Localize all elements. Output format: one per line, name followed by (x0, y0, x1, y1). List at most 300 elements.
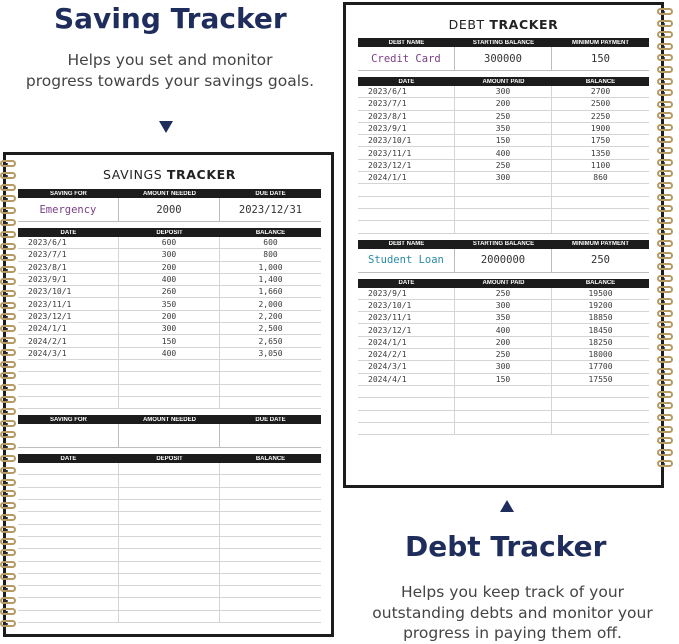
table-row (18, 397, 321, 409)
table-cell: 2023/9/1 (358, 288, 455, 299)
spiral-ring (0, 349, 16, 356)
spiral-ring (0, 325, 16, 332)
table-cell (119, 463, 220, 474)
spiral-ring (657, 112, 673, 119)
spiral-ring (0, 538, 16, 545)
spiral-ring (0, 561, 16, 568)
table-cell: 150 (119, 335, 220, 346)
savings-title-light: SAVINGS (103, 167, 167, 182)
table-cell (552, 411, 649, 422)
spiral-ring (657, 147, 673, 154)
table-cell (18, 549, 119, 560)
table-cell: 2023/12/1 (18, 311, 119, 322)
table-cell: 2,650 (258, 336, 283, 346)
table-cell: 2023/11/1 (358, 147, 455, 158)
up-arrow-icon (500, 500, 514, 512)
savings-info-header-label: SAVING FOR (50, 190, 87, 197)
savings-info-header-label: AMOUNT NEEDED (142, 190, 196, 197)
spiral-ring (0, 490, 16, 497)
table-cell (358, 398, 455, 409)
savings-info-row-cell: 2023/12/31 (238, 203, 303, 216)
table-cell: 2250 (590, 111, 611, 121)
spiral-ring (0, 290, 16, 297)
debt-table-header (358, 77, 649, 86)
table-cell: 350 (119, 298, 220, 309)
table-row (358, 411, 649, 423)
table-cell: 19500 (588, 288, 613, 298)
table-cell: 2023/7/1 (358, 98, 455, 109)
table-row (18, 562, 321, 574)
debt-info-row-cell: Student Loan (358, 249, 455, 272)
spiral-ring (0, 266, 16, 273)
table-cell (18, 537, 119, 548)
table-row (18, 348, 321, 360)
spiral-ring (657, 136, 673, 143)
table-cell: 2024/3/1 (18, 348, 119, 359)
spiral-ring (657, 344, 673, 351)
debt-table (358, 288, 649, 436)
table-cell (119, 500, 220, 511)
savings-info-row-cell: Emergency (18, 198, 119, 221)
spiral-ring (657, 66, 673, 73)
table-cell: 2024/1/1 (18, 323, 119, 334)
table-cell: 2023/11/1 (358, 312, 455, 323)
table-cell (18, 586, 119, 597)
spiral-ring (657, 298, 673, 305)
table-row (358, 312, 649, 324)
table-row (358, 337, 649, 349)
saving-desc-line-1: Helps you set and monitor (67, 51, 273, 69)
table-cell: 2023/10/1 (358, 300, 455, 311)
table-row (358, 288, 649, 300)
table-cell (119, 537, 220, 548)
savings-table-header-label: DATE (60, 229, 77, 236)
spiral-ring (657, 43, 673, 50)
table-cell (119, 512, 220, 523)
table-row (18, 500, 321, 512)
table-cell: 2023/7/1 (18, 249, 119, 260)
debt-info-header-label: MINIMUM PAYMENT (572, 39, 630, 46)
spiral-ring (657, 460, 673, 467)
debt-tracker-description (350, 582, 675, 644)
table-cell: 2024/2/1 (358, 349, 455, 360)
spiral-ring (0, 620, 16, 627)
table-row (18, 549, 321, 561)
table-cell: 400 (455, 147, 552, 158)
table-cell (552, 197, 649, 208)
table-cell: 350 (455, 312, 552, 323)
table-cell (119, 586, 220, 597)
saving-tracker-description (10, 50, 330, 92)
table-cell (455, 386, 552, 397)
debt-block-credit-card (358, 38, 649, 234)
spiral-ring (0, 479, 16, 486)
table-row (18, 488, 321, 500)
table-cell: 260 (119, 286, 220, 297)
spiral-ring (657, 321, 673, 328)
spiral-ring (0, 337, 16, 344)
debt-title-bold: TRACKER (489, 17, 559, 32)
table-cell (552, 386, 649, 397)
spiral-ring (0, 526, 16, 533)
table-cell: 300 (455, 361, 552, 372)
spiral-ring (0, 573, 16, 580)
debt-table-header-label: BALANCE (585, 280, 616, 287)
savings-title-bold: TRACKER (166, 167, 236, 182)
table-cell (220, 475, 321, 486)
table-row (358, 197, 649, 209)
table-row (18, 286, 321, 298)
table-cell (119, 360, 220, 371)
table-cell (220, 397, 321, 408)
table-row (358, 209, 649, 221)
debt-info-row (358, 249, 649, 273)
table-cell: 1,660 (258, 287, 283, 297)
table-row (18, 611, 321, 623)
table-cell (220, 549, 321, 560)
spiral-ring (657, 31, 673, 38)
table-row (18, 574, 321, 586)
spiral-ring (657, 368, 673, 375)
debt-info-header-label: STARTING BALANCE (472, 241, 535, 248)
table-row (18, 298, 321, 310)
table-cell: 2023/10/1 (18, 286, 119, 297)
spiral-ring (0, 467, 16, 474)
spiral-ring (0, 172, 16, 179)
table-cell (220, 500, 321, 511)
table-cell (552, 423, 649, 434)
table-row (358, 98, 649, 110)
spiral-ring (0, 431, 16, 438)
spiral-ring (657, 54, 673, 61)
table-cell (18, 488, 119, 499)
table-row (358, 349, 649, 361)
savings-info-header-2-label: SAVING FOR (50, 416, 87, 423)
debt-info-header-label: DEBT NAME (388, 241, 425, 248)
spiral-ring (0, 207, 16, 214)
spiral-ring (657, 356, 673, 363)
table-cell (119, 525, 220, 536)
table-cell: 18000 (588, 350, 613, 360)
table-row (18, 463, 321, 475)
table-row (18, 372, 321, 384)
table-cell: 17550 (588, 374, 613, 384)
spiral-ring (657, 8, 673, 15)
savings-page-title (18, 167, 321, 182)
table-row (358, 86, 649, 98)
spiral-ring (0, 597, 16, 604)
table-cell: 2023/8/1 (358, 111, 455, 122)
table-cell: 250 (455, 160, 552, 171)
spiral-ring (0, 608, 16, 615)
spiral-ring (0, 254, 16, 261)
debt-tracker-heading: Debt Tracker (405, 530, 607, 563)
table-cell: 250 (455, 111, 552, 122)
debt-info-header-label: MINIMUM PAYMENT (572, 241, 630, 248)
spiral-ring (657, 275, 673, 282)
table-row (358, 423, 649, 435)
table-row (18, 385, 321, 397)
spiral-ring (657, 159, 673, 166)
spiral-ring (657, 252, 673, 259)
table-cell: 800 (263, 250, 278, 260)
table-cell: 18450 (588, 325, 613, 335)
table-cell: 18250 (588, 337, 613, 347)
spiral-ring (0, 396, 16, 403)
spiral-ring (657, 217, 673, 224)
table-cell (119, 397, 220, 408)
savings-info-row-2-cell (18, 424, 119, 447)
table-cell: 300 (455, 86, 552, 97)
table-cell (358, 221, 455, 232)
table-row (18, 598, 321, 610)
spiral-ring (657, 78, 673, 85)
savings-table (18, 237, 321, 409)
table-row (18, 475, 321, 487)
spiral-ring (0, 195, 16, 202)
savings-table-header-2 (18, 454, 321, 463)
table-cell (18, 360, 119, 371)
table-cell: 1,000 (258, 262, 283, 272)
table-cell: 2023/9/1 (18, 274, 119, 285)
table-cell: 2023/12/1 (358, 160, 455, 171)
table-cell (552, 184, 649, 195)
savings-table-header-label: DEPOSIT (156, 229, 183, 236)
spiral-ring (657, 194, 673, 201)
table-cell: 2024/4/1 (358, 374, 455, 385)
spiral-ring (657, 333, 673, 340)
savings-goal-block-1 (18, 189, 321, 409)
spiral-ring (657, 263, 673, 270)
spiral-ring (0, 361, 16, 368)
table-cell: 1100 (590, 160, 611, 170)
savings-table-header-2-label: DATE (60, 455, 77, 462)
debt-info-row (358, 47, 649, 71)
table-row (358, 184, 649, 196)
table-cell: 150 (455, 374, 552, 385)
table-cell: 250 (455, 349, 552, 360)
table-cell: 2024/1/1 (358, 172, 455, 183)
spiral-ring (657, 310, 673, 317)
debt-info-row-cell: Credit Card (358, 47, 455, 70)
table-row (358, 172, 649, 184)
table-cell (220, 525, 321, 536)
spiral-ring (0, 184, 16, 191)
table-cell: 2024/1/1 (358, 337, 455, 348)
spiral-ring (657, 391, 673, 398)
table-cell (18, 598, 119, 609)
table-row (358, 111, 649, 123)
spiral-ring (0, 502, 16, 509)
savings-table-header-2-label: DEPOSIT (156, 455, 183, 462)
spiral-ring (0, 585, 16, 592)
spiral-ring (657, 240, 673, 247)
table-cell (119, 562, 220, 573)
table-row (358, 324, 649, 336)
table-cell: 1750 (590, 136, 611, 146)
table-row (18, 586, 321, 598)
debt-table-header-label: BALANCE (585, 78, 616, 85)
spiral-ring (657, 170, 673, 177)
debt-desc-line-3: progress in paying them off. (403, 624, 622, 642)
table-row (18, 537, 321, 549)
table-row (358, 123, 649, 135)
table-cell: 300 (119, 323, 220, 334)
table-cell (552, 221, 649, 232)
table-cell: 2023/12/1 (358, 324, 455, 335)
table-cell: 250 (455, 288, 552, 299)
table-cell (455, 221, 552, 232)
table-cell (220, 372, 321, 383)
table-cell (18, 385, 119, 396)
table-cell (18, 574, 119, 585)
table-cell (18, 512, 119, 523)
table-cell: 300 (455, 172, 552, 183)
debt-table-header-label: DATE (398, 78, 415, 85)
table-cell (18, 611, 119, 622)
table-cell (18, 463, 119, 474)
spiral-ring (657, 89, 673, 96)
table-cell: 2023/8/1 (18, 262, 119, 273)
debt-info-row-cell: 2000000 (455, 249, 552, 272)
table-cell (119, 598, 220, 609)
spiral-ring (657, 124, 673, 131)
spiral-ring (657, 182, 673, 189)
spiral-ring (0, 420, 16, 427)
table-cell: 600 (119, 237, 220, 248)
spiral-ring (0, 278, 16, 285)
debt-table-header-label: AMOUNT PAID (482, 280, 525, 287)
spiral-ring (657, 205, 673, 212)
debt-info-row-cell: 150 (591, 52, 610, 65)
table-cell: 400 (119, 348, 220, 359)
table-cell: 300 (119, 249, 220, 260)
debt-table-header (358, 279, 649, 288)
savings-info-header-2 (18, 415, 321, 424)
table-cell: 2024/3/1 (358, 361, 455, 372)
table-row (358, 160, 649, 172)
spiral-ring (657, 437, 673, 444)
debt-desc-line-1: Helps you keep track of your (400, 583, 625, 601)
table-row (358, 361, 649, 373)
savings-tracker-page (3, 152, 334, 637)
table-cell (455, 209, 552, 220)
table-cell (358, 197, 455, 208)
table-cell (119, 574, 220, 585)
table-cell: 350 (455, 123, 552, 134)
table-cell (358, 386, 455, 397)
table-row (18, 249, 321, 261)
table-row (358, 135, 649, 147)
table-cell: 600 (263, 238, 278, 248)
table-cell: 200 (119, 311, 220, 322)
spiral-ring (0, 302, 16, 309)
table-cell (220, 611, 321, 622)
table-cell: 18850 (588, 313, 613, 323)
table-cell (358, 423, 455, 434)
table-cell (220, 586, 321, 597)
debt-block-student-loan (358, 240, 649, 436)
savings-table-2 (18, 463, 321, 623)
spiral-ring (0, 313, 16, 320)
table-cell (455, 398, 552, 409)
debt-desc-line-2: outstanding debts and monitor your (372, 603, 653, 622)
savings-info-row-2 (18, 424, 321, 448)
table-cell: 3,050 (258, 348, 283, 358)
debt-table-header-label: AMOUNT PAID (482, 78, 525, 85)
spiral-ring (657, 379, 673, 386)
debt-info-row-cell: 250 (591, 254, 610, 267)
table-cell: 400 (119, 274, 220, 285)
savings-info-row-2-cell (220, 424, 321, 447)
table-cell (220, 463, 321, 474)
table-row (18, 274, 321, 286)
spiral-ring (0, 408, 16, 415)
spiral-ring (0, 455, 16, 462)
spiral-ring (657, 286, 673, 293)
spiral-ring (0, 372, 16, 379)
table-row (18, 237, 321, 249)
table-cell (220, 537, 321, 548)
table-row (18, 323, 321, 335)
debt-table (358, 86, 649, 234)
debt-title-light: DEBT (448, 17, 490, 32)
spiral-ring (657, 20, 673, 27)
table-cell: 17700 (588, 362, 613, 372)
table-cell (220, 512, 321, 523)
table-row (358, 221, 649, 233)
table-cell: 200 (455, 98, 552, 109)
spiral-ring (657, 228, 673, 235)
table-row (18, 360, 321, 372)
table-cell (455, 411, 552, 422)
savings-info-header-2-label: DUE DATE (255, 416, 286, 423)
table-cell (358, 209, 455, 220)
saving-desc-line-2: progress towards your savings goals. (25, 72, 315, 90)
savings-info-row-cell: 2000 (119, 198, 220, 221)
table-cell: 150 (455, 135, 552, 146)
table-cell (18, 500, 119, 511)
table-cell: 2023/6/1 (18, 237, 119, 248)
table-cell: 1900 (590, 124, 611, 134)
table-cell: 19200 (588, 301, 613, 310)
table-cell (358, 184, 455, 195)
spiral-binding-left (0, 160, 16, 630)
table-cell: 2500 (590, 99, 611, 109)
spiral-ring (657, 449, 673, 456)
spiral-ring (657, 402, 673, 409)
table-row (358, 147, 649, 159)
table-cell: 2700 (590, 87, 611, 97)
table-cell (220, 598, 321, 609)
table-cell: 2024/2/1 (18, 335, 119, 346)
table-cell (119, 475, 220, 486)
spiral-ring (0, 514, 16, 521)
table-cell (220, 574, 321, 585)
table-cell (119, 488, 220, 499)
table-cell (18, 372, 119, 383)
saving-tracker-heading: Saving Tracker (54, 2, 287, 35)
table-row (358, 386, 649, 398)
table-cell (455, 197, 552, 208)
table-row (358, 398, 649, 410)
table-cell: 2023/11/1 (18, 298, 119, 309)
table-cell (119, 549, 220, 560)
table-cell: 2023/10/1 (358, 135, 455, 146)
table-row (18, 335, 321, 347)
table-row (358, 300, 649, 312)
table-cell (220, 562, 321, 573)
